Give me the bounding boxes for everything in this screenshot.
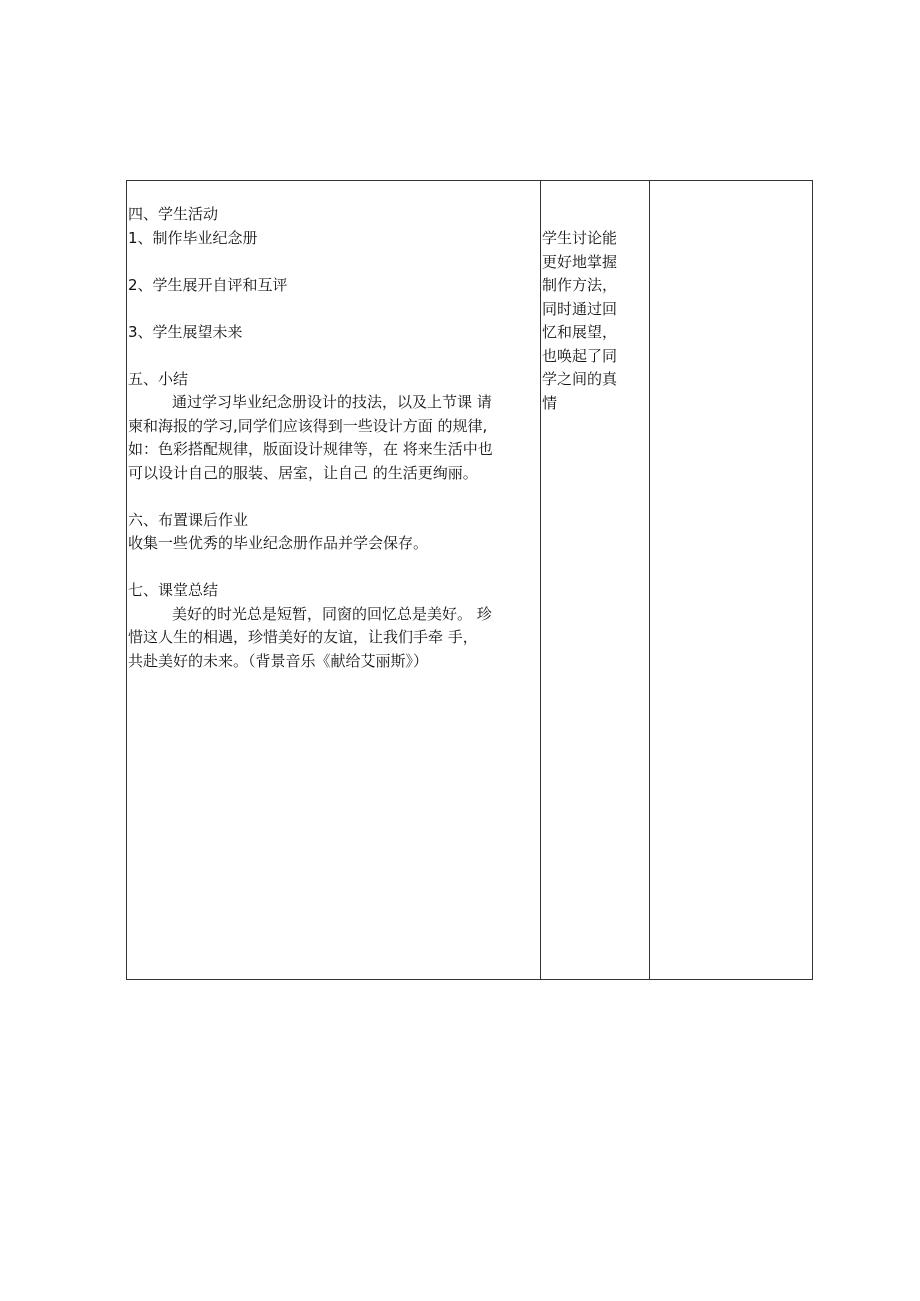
summary-line: 柬和海报的学习,同学们应该得到一些设计方面 的规律, bbox=[128, 416, 488, 435]
summary-line: 可以设计自己的服装、居室，让自己 的生活更绚丽。 bbox=[128, 463, 478, 482]
class-summary-line: 惜这人生的相遇，珍惜美好的友谊，让我们手牵 手， bbox=[128, 628, 478, 646]
summary-line: 通过学习毕业纪念册设计的技法，以及上节课 请 bbox=[172, 393, 492, 411]
note-line: 学生讨论能 bbox=[542, 229, 618, 247]
class-summary-line: 美好的时光总是短暂，同窗的回忆总是美好。 珍 bbox=[172, 604, 492, 623]
summary-paragraph bbox=[128, 391, 542, 485]
activity-item: 1、制作毕业纪念册 bbox=[128, 228, 258, 247]
class-summary-paragraph bbox=[128, 603, 542, 674]
note-line: 忆和展望， bbox=[542, 323, 618, 341]
homework-text: 收集一些优秀的毕业纪念册作品并学会保存。 bbox=[128, 534, 429, 552]
note-line: 更好地掌握 bbox=[542, 252, 618, 271]
section-heading-class-summary: 七、课堂总结 bbox=[128, 581, 219, 599]
section-heading-student-activity: 四、学生活动 bbox=[128, 205, 219, 223]
note-line: 也唤起了同 bbox=[542, 346, 618, 365]
note-line: 情 bbox=[542, 393, 558, 412]
note-line: 同时通过回 bbox=[542, 299, 618, 318]
activity-item: 3、学生展望未来 bbox=[128, 322, 243, 341]
class-summary-line: 共赴美好的未来。（背景音乐《献给艾丽斯》） bbox=[128, 651, 429, 670]
section-heading-summary: 五、小结 bbox=[128, 369, 189, 388]
lesson-plan-table bbox=[126, 180, 813, 980]
summary-line: 如：色彩搭配规律，版面设计规律等，在 将来生活中也 bbox=[128, 440, 493, 458]
note-line: 学之间的真 bbox=[542, 370, 618, 388]
note-line: 制作方法， bbox=[542, 276, 618, 294]
teaching-content-cell bbox=[128, 203, 542, 673]
design-intent-cell bbox=[542, 227, 650, 415]
empty-cell bbox=[650, 181, 813, 979]
activity-item: 2、学生展开自评和互评 bbox=[128, 275, 288, 294]
section-heading-homework: 六、布置课后作业 bbox=[128, 510, 249, 529]
